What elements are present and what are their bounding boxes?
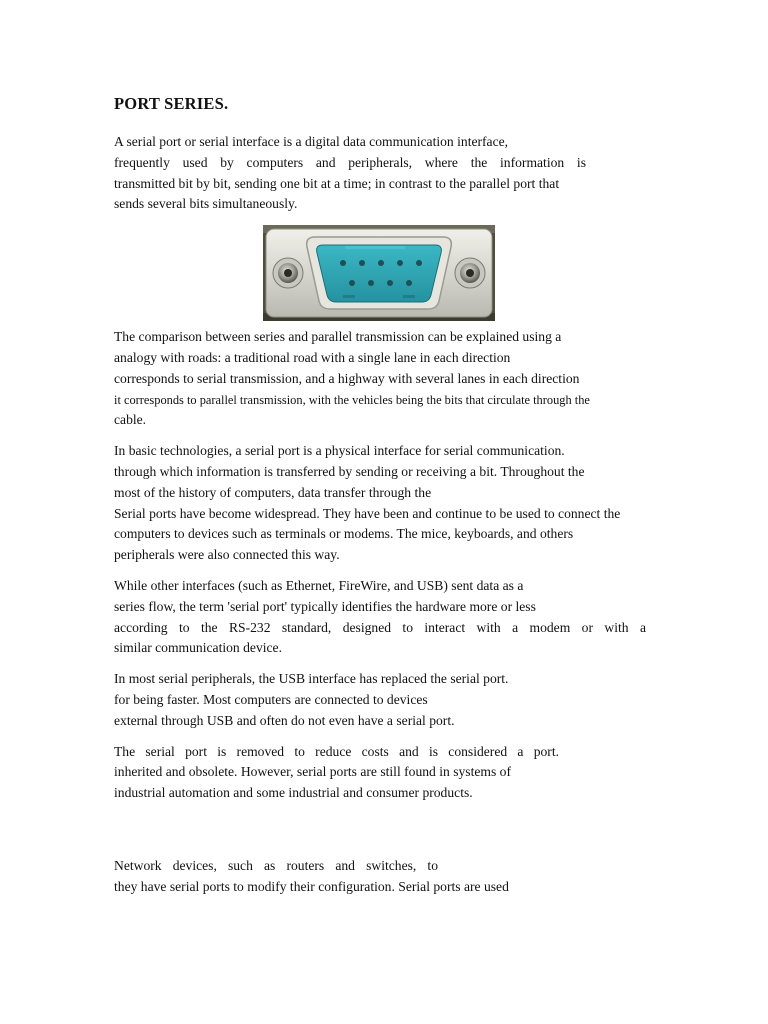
text-line: series flow, the term 'serial port' typically identifies the hardware more or less (114, 598, 536, 614)
serial-port-image (263, 225, 495, 321)
text-line: In basic technologies, a serial port is a physical interface for serial communication. (114, 443, 565, 459)
text-line: similar communication device. (114, 640, 282, 656)
paragraph-4 (114, 576, 684, 659)
text-line: The comparison between series and parallel transmission can be explained using a (114, 329, 562, 345)
text-line: according to the RS-232 standard, designed to interact with a modem or with a (114, 619, 646, 635)
text-line: through which information is transferred by sending or receiving a bit. Throughout the (114, 463, 585, 479)
paragraph-6 (114, 742, 684, 804)
paragraph-7 (114, 856, 684, 898)
db9-connector-icon (263, 225, 495, 321)
paragraph-2 (114, 327, 684, 431)
text-line: it corresponds to parallel transmission, with the vehicles being the bits that circulate through the (114, 392, 590, 407)
text-line: peripherals were also connected this way. (114, 547, 340, 563)
text-line: cable. (114, 412, 147, 428)
text-line: industrial automation and some industrial and consumer products. (114, 785, 473, 801)
paragraph-1 (114, 132, 684, 215)
text-line: Network devices, such as routers and switches, to (114, 857, 438, 873)
text-line: external through USB and often do not even have a serial port. (114, 712, 455, 728)
text-line: corresponds to serial transmission, and a highway with several lanes in each direction (114, 370, 580, 386)
blank-space (114, 814, 684, 856)
text-line: While other interfaces (such as Ethernet, FireWire, and USB) sent data as a (114, 577, 524, 593)
text-line: sends several bits simultaneously. (114, 196, 298, 212)
text-line: Serial ports have become widespread. They have been and continue to be used to connect the (114, 505, 621, 521)
document-title: PORT SERIES. (114, 94, 229, 113)
text-line: inherited and obsolete. However, serial ports are still found in systems of (114, 764, 511, 780)
document-page (114, 94, 684, 908)
text-line: In most serial peripherals, the USB interface has replaced the serial port. (114, 671, 509, 687)
text-line: computers to devices such as terminals or modems. The mice, keyboards, and others (114, 526, 574, 542)
text-line: they have serial ports to modify their configuration. Serial ports are used (114, 878, 509, 894)
text-line: A serial port or serial interface is a digital data communication interface, (114, 134, 509, 149)
text-line: analogy with roads: a traditional road with a single lane in each direction (114, 349, 511, 365)
paragraph-5 (114, 669, 684, 731)
text-line: The serial port is removed to reduce costs and is considered a port. (114, 743, 559, 759)
text-line: transmitted bit by bit, sending one bit at a time; in contrast to the parallel port that (114, 175, 560, 191)
text-line: most of the history of computers, data transfer through the (114, 484, 432, 500)
paragraph-3 (114, 441, 684, 566)
text-line: for being faster. Most computers are connected to devices (114, 691, 428, 707)
text-line: frequently used by computers and peripherals, where the information is (114, 154, 586, 170)
